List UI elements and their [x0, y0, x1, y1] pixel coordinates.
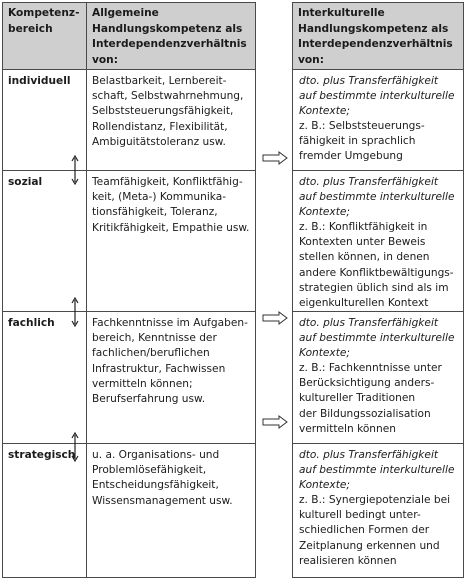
bereich-strategisch: strategisch	[8, 449, 76, 461]
beispiel-text: z. B.: Fachkenntnisse unter Berücksichtigung anders- kultureller Traditionen der Bildungssozialisation vermitteln können	[299, 362, 442, 435]
allgemein-strategisch: u. a. Organisations- und Problemlösefähigkeit, Entscheidungsfähigkeit, Wissensmanagement usw.	[92, 449, 233, 507]
interkulturell-box-sozial	[292, 170, 464, 312]
bereich-sozial: sozial	[8, 176, 43, 188]
allgemein-fachlich: Fachkenntnisse im Aufgaben- bereich, Kenntnisse der fachlichen/beruflichen Infrastruktur, Fachwissen vermitteln können; Berufserfahrung usw.	[92, 317, 248, 406]
row-divider	[2, 311, 256, 312]
outline-arrow-right-icon	[262, 311, 288, 325]
header-kompetenzbereich: Kompetenz- bereich	[2, 2, 87, 70]
bereich-individuell: individuell	[8, 75, 71, 87]
header-allgemein: Allgemeine Handlungskompetenz als Interdependenzverhältnis von:	[86, 2, 256, 70]
transfer-text: dto. plus Transferfähigkeit auf bestimmte interkulturelle Kontexte;	[299, 176, 455, 219]
row-divider	[2, 170, 256, 171]
transfer-text: dto. plus Transferfähigkeit auf bestimmte interkulturelle Kontexte;	[299, 449, 455, 492]
row-divider	[2, 443, 256, 444]
interkulturell-box-strategisch	[292, 443, 464, 578]
bereich-fachlich: fachlich	[8, 317, 55, 329]
double-arrow-icon	[71, 297, 79, 327]
double-arrow-icon	[71, 155, 79, 185]
transfer-text: dto. plus Transferfähigkeit auf bestimmte interkulturelle Kontexte;	[299, 75, 455, 118]
beispiel-text: z. B.: Selbststeuerungs- fähigkeit in sprachlich fremder Umgebung	[299, 120, 425, 163]
double-arrow-icon	[71, 432, 79, 462]
allgemein-individuell: Belastbarkeit, Lernbereit- schaft, Selbstwahrnehmung, Selbststeuerungsfähigkeit, Rollendistanz, Flexibilität, Ambiguitätstoleranz usw.	[92, 75, 244, 148]
transfer-text: dto. plus Transferfähigkeit auf bestimmte interkulturelle Kontexte;	[299, 317, 455, 360]
outline-arrow-right-icon	[262, 151, 288, 165]
outline-arrow-right-icon	[262, 415, 288, 429]
beispiel-text: z. B.: Synergiepotenziale bei kulturell bedingt unter- schiedlichen Formen der Zeitplanung erkennen und realisieren können	[299, 494, 451, 567]
header-interkulturell: Interkulturelle Handlungskompetenz als Interdependenzverhältnis von:	[292, 2, 464, 70]
allgemein-sozial: Teamfähigkeit, Konfliktfähig- keit, (Meta-) Kommunika- tionsfähigkeit, Toleranz, Kritikfähigkeit, Empathie usw.	[92, 176, 250, 234]
interkulturell-box-fachlich	[292, 311, 464, 444]
interkulturell-box-individuell	[292, 69, 464, 171]
beispiel-text: z. B.: Konfliktfähigkeit in Kontexten unter Beweis stellen können, in denen andere Konfliktbewältigungs- strategien üblich sind als im eigenkulturellen Kontext	[299, 221, 454, 310]
